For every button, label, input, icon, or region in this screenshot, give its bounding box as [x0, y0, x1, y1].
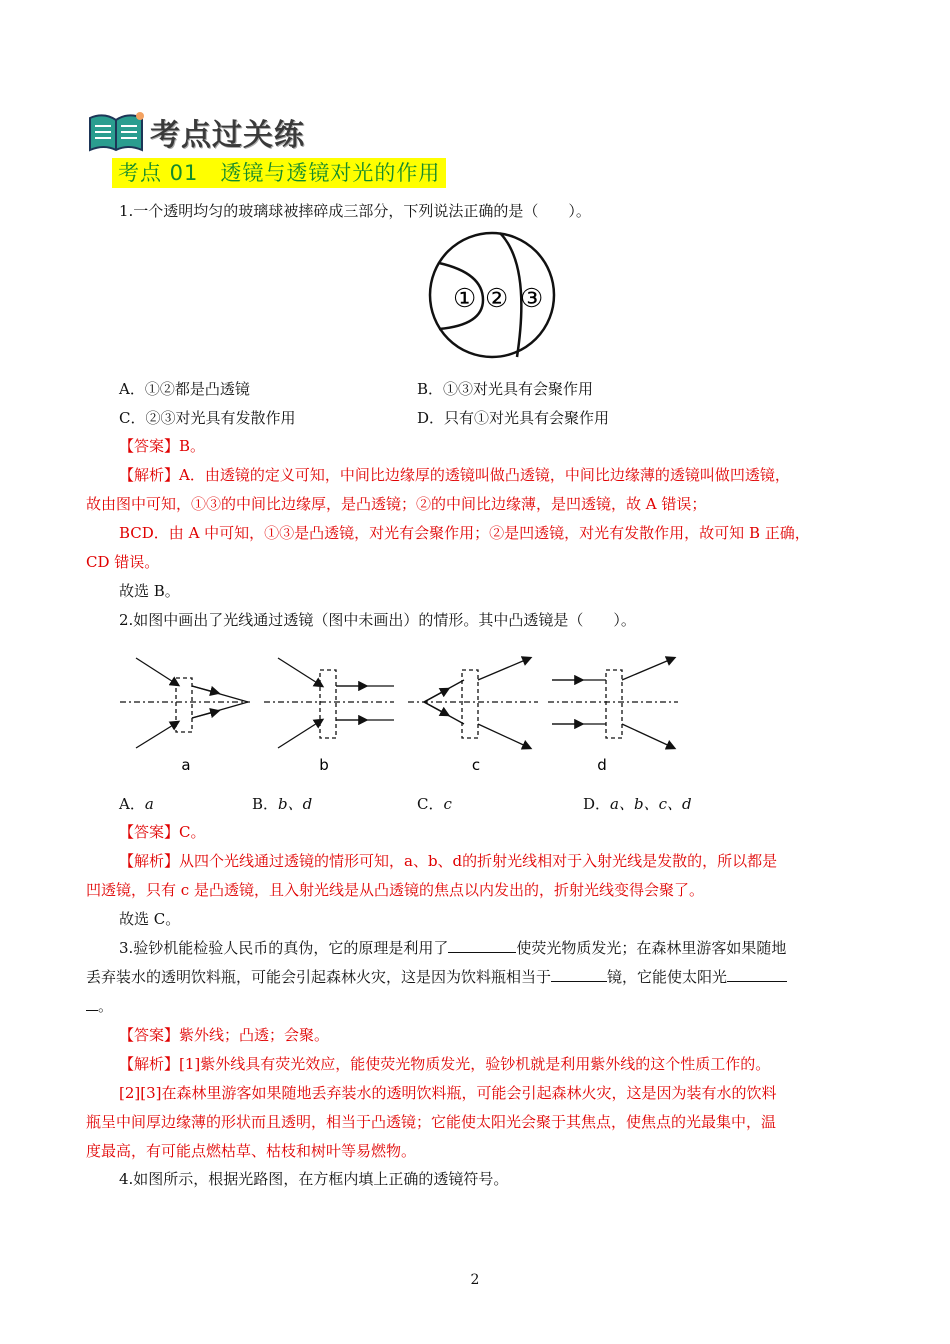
q4-stem: 4.如图所示，根据光路图，在方框内填上正确的透镜符号。: [119, 1170, 509, 1188]
q2-option-b: B．b、d: [252, 795, 313, 813]
analysis-text: A．由透镜的定义可知，中间比边缘厚的透镜叫做凸透镜，中间比边缘薄的透镜叫做凹透镜，: [179, 466, 790, 484]
page-number: 2: [470, 1272, 480, 1288]
q2-label-d: d: [597, 756, 607, 774]
q2-label-c: c: [471, 756, 481, 774]
q2-analysis-line2: 凹透镜，只有 c 是凸透镜，且入射光线是从凸透镜的焦点以内发出的，折射光线变得会聚了。: [86, 881, 704, 899]
q3-analysis-line1: [119, 1053, 770, 1075]
q3-blank-3-cont[interactable]: [86, 995, 98, 1011]
section-header: [86, 108, 305, 156]
analysis-tag: 【解析】: [119, 466, 180, 484]
q3-blank-2[interactable]: [551, 966, 607, 982]
q1-option-a: A．①②都是凸透镜: [119, 380, 250, 398]
q3-stem-line1: 3.验钞机能检验人民币的真伪，它的原理是利用了 使荧光物质发光；在森林里游客如果随地: [119, 939, 787, 957]
q3-stem-line3: 。: [86, 995, 113, 1017]
q3-analysis-line3: 瓶呈中间厚边缘薄的形状而且透明，相当于凸透镜；它能使太阳光会聚于其焦点，使焦点的光最集中，温: [86, 1113, 777, 1131]
q3-analysis-line2: [2][3]在森林里游客如果随地丢弃装水的透明饮料瓶，可能会引起森林火灾，这是因为装有水的饮料: [119, 1084, 777, 1102]
q3-blank-3[interactable]: [727, 966, 787, 982]
q1-label-1: ①: [453, 284, 477, 314]
q1-label-2: ②: [485, 284, 509, 314]
q2-option-a: A．a: [119, 795, 154, 813]
q1-option-d: D．只有①对光具有会聚作用: [417, 409, 610, 427]
q1-analysis-line1: [119, 464, 790, 486]
q1-stem: 1.一个透明均匀的玻璃球被摔碎成三部分，下列说法正确的是（ ）。: [119, 202, 591, 220]
q3-answer: [119, 1024, 329, 1046]
q1-conclusion: 故选 B。: [119, 582, 180, 600]
q2-option-c: C．c: [417, 795, 452, 813]
q2-conclusion: 故选 C。: [119, 910, 181, 928]
q1-analysis-line2: 故由图中可知，①③的中间比边缘厚，是凸透镜；②的中间比边缘薄，是凹透镜，故 A 错误；: [86, 495, 707, 513]
q3-analysis-line4: 度最高，有可能点燃枯草、枯枝和树叶等易燃物。: [86, 1142, 417, 1160]
q2-option-d: D．a、b、c、d: [583, 795, 692, 813]
q1-analysis-line3: BCD．由 A 中可知，①③是凸透镜，对光有会聚作用；②是凹透镜，对光有发散作用，故可知 B 正确，: [119, 524, 810, 542]
q1-option-c: C．②③对光具有发散作用: [119, 409, 296, 427]
q2-analysis-line1: [119, 850, 777, 872]
section-title: 考点 01 透镜与透镜对光的作用: [112, 158, 446, 188]
q2-label-b: b: [319, 756, 329, 774]
q2-stem: 2.如图中画出了光线通过透镜（图中未画出）的情形。其中凸透镜是（ ）。: [119, 611, 636, 629]
analysis-tag: 【解析】: [119, 1055, 180, 1073]
answer-tag: 【答案】: [119, 437, 180, 455]
header-title: 考点过关练: [150, 118, 305, 153]
q1-broken-sphere-figure: [425, 225, 560, 365]
q2-label-a: a: [181, 756, 191, 774]
open-book-icon: [86, 110, 146, 154]
q1-option-b: B．①③对光具有会聚作用: [417, 380, 594, 398]
analysis-text: [1]紫外线具有荧光效应，能使荧光物质发光，验钞机就是利用紫外线的这个性质工作的。: [179, 1055, 771, 1073]
answer-tag: 【答案】: [119, 823, 180, 841]
analysis-text: 从四个光线通过透镜的情形可知，a、b、d的折射光线相对于入射光线是发散的，所以都是: [179, 852, 778, 870]
q1-analysis-line4: CD 错误。: [86, 553, 160, 571]
q1-label-3: ③: [520, 284, 544, 314]
answer-text: B。: [179, 437, 206, 455]
analysis-tag: 【解析】: [119, 852, 180, 870]
answer-text: 紫外线；凸透；会聚。: [179, 1026, 330, 1044]
q2-answer: [119, 821, 206, 843]
q2-light-path-figure: [118, 650, 688, 780]
answer-tag: 【答案】: [119, 1026, 180, 1044]
q3-stem-line2: 丢弃装水的透明饮料瓶，可能会引起森林火灾，这是因为饮料瓶相当于 镜，它能使太阳光: [86, 966, 787, 988]
answer-text: C。: [179, 823, 206, 841]
q3-blank-1[interactable]: [448, 937, 516, 953]
q1-answer: [119, 435, 205, 457]
